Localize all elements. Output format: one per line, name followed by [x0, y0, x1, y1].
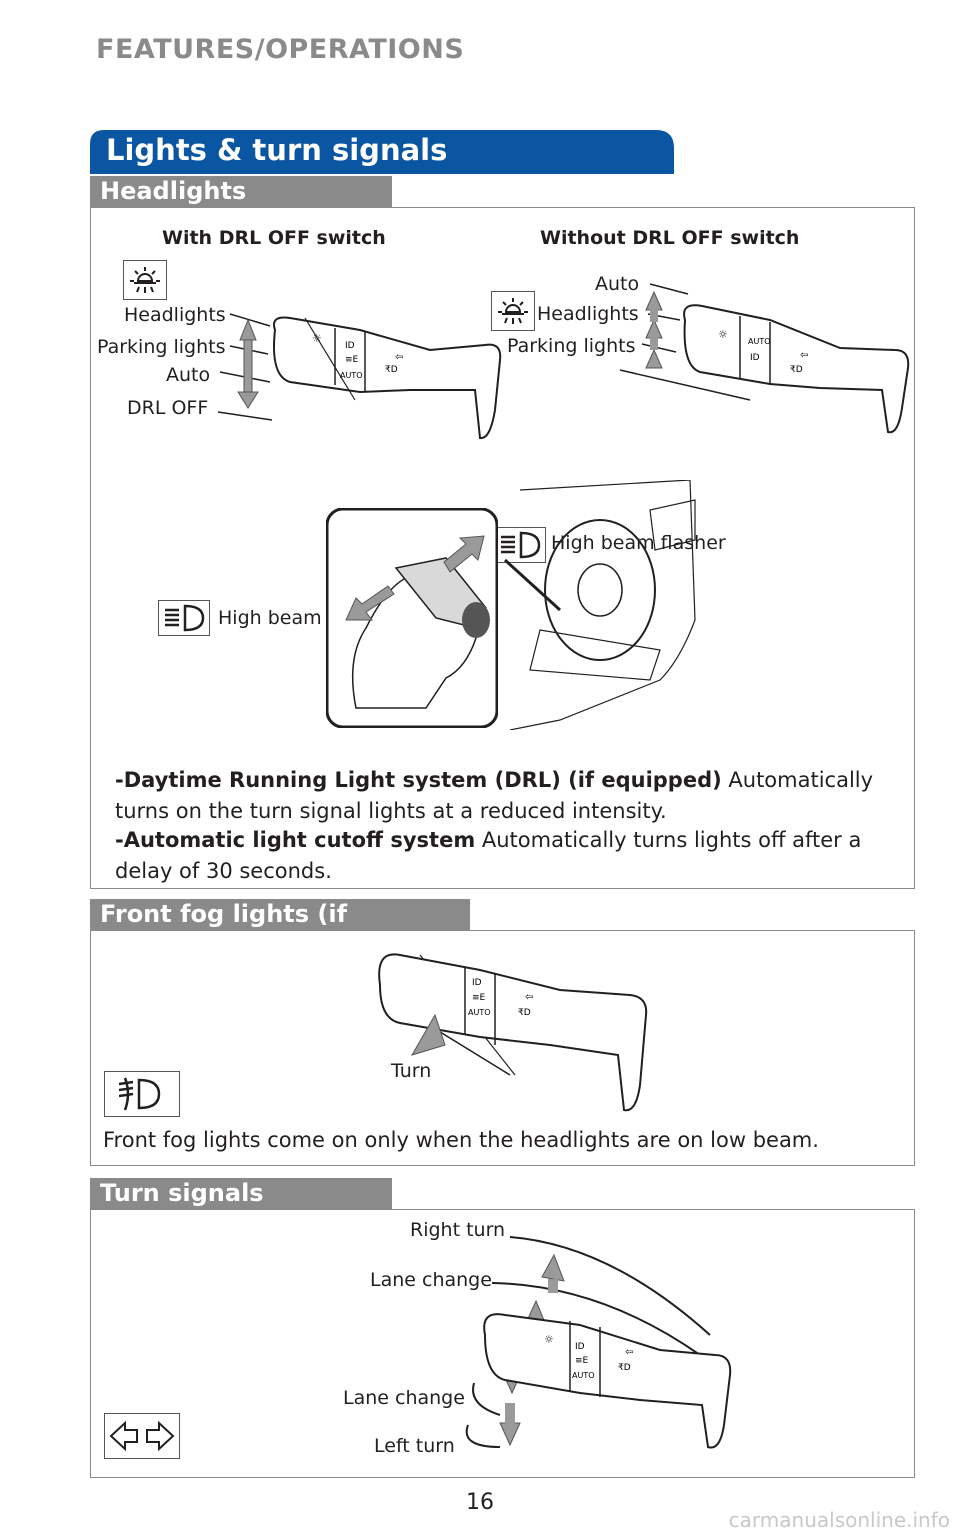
banner-title: Lights & turn signals [106, 133, 448, 167]
svg-text:≡E: ≡E [575, 1356, 589, 1366]
left-turn-label: Left turn [374, 1435, 455, 1457]
svg-text:₹D: ₹D [618, 1363, 631, 1373]
without-sun-icon-box [491, 291, 535, 331]
lane-change-up-label: Lane change [370, 1269, 492, 1291]
svg-text:⇦: ⇦ [395, 352, 404, 363]
note-drl-text: Automatically turns on the turn signal lights at a reduced intensity. [115, 768, 874, 823]
page-header: FEATURES/OPERATIONS [96, 34, 465, 65]
svg-text:⇦: ⇦ [625, 1347, 634, 1358]
fog-icon-box [104, 1071, 180, 1117]
svg-text:ID: ID [345, 341, 355, 351]
svg-text:☼: ☼ [312, 332, 322, 345]
svg-text:⇦: ⇦ [525, 992, 534, 1003]
dashboard-illustration [500, 480, 700, 730]
without-drl-title: Without DRL OFF switch [540, 227, 800, 249]
svg-text:₹D: ₹D [790, 365, 803, 375]
svg-text:ID: ID [472, 978, 482, 988]
fog-lever-illustration [360, 945, 660, 1115]
turn-signal-icon-box [104, 1413, 180, 1459]
headlights-section-title: Headlights [90, 176, 392, 208]
high-beam-flasher-label: High beam flasher [551, 532, 726, 554]
right-turn-label: Right turn [410, 1219, 506, 1241]
note-cutoff-text: Automatically turns lights off after a delay of 30 seconds. [115, 828, 862, 883]
with-drl-title: With DRL OFF switch [162, 227, 386, 249]
with-label-headlights: Headlights [124, 304, 226, 326]
headlight-sun-icon [124, 261, 166, 299]
svg-text:≡E: ≡E [472, 993, 486, 1003]
hand-on-lever-illustration [326, 508, 498, 728]
lane-change-down-label: Lane change [343, 1387, 465, 1409]
svg-text:≡E: ≡E [345, 355, 359, 365]
turn-signal-arrows-icon [105, 1414, 179, 1458]
svg-text:ID: ID [750, 353, 760, 363]
fog-note: Front fog lights come on only when the headlights are on low beam. [103, 1128, 819, 1152]
with-label-auto: Auto [166, 364, 211, 386]
svg-text:₹D: ₹D [385, 365, 398, 375]
without-label-headlights: Headlights [537, 303, 639, 325]
svg-text:☼: ☼ [718, 328, 728, 341]
page-number: 16 [466, 1490, 494, 1515]
without-label-auto: Auto [595, 273, 640, 295]
note-cutoff-bold: -Automatic light cutoff system [115, 828, 476, 852]
turn-lever-illustration [460, 1225, 750, 1455]
fog-section-title: Front fog lights (if equipped) [90, 899, 470, 931]
svg-text:AUTO: AUTO [340, 371, 363, 380]
high-beam-label: High beam [218, 607, 322, 629]
fog-light-icon [105, 1072, 179, 1116]
headlight-sun-icon [492, 292, 534, 330]
watermark: carmanualsonline.info [728, 1508, 950, 1532]
svg-text:☼: ☼ [544, 1333, 554, 1346]
high-beam-icon-box [158, 600, 210, 636]
svg-text:ID: ID [575, 1342, 585, 1352]
svg-text:AUTO: AUTO [572, 1371, 595, 1380]
fog-turn-label: Turn [391, 1060, 432, 1082]
svg-text:AUTO: AUTO [468, 1008, 491, 1017]
high-beam-icon [159, 601, 209, 635]
with-label-parking: Parking lights [97, 336, 226, 358]
without-drl-lever-illustration [610, 280, 910, 440]
headlight-sun-icon-box [123, 260, 167, 300]
without-label-parking: Parking lights [507, 335, 636, 357]
svg-text:⇦: ⇦ [800, 350, 809, 361]
svg-text:₹D: ₹D [518, 1008, 531, 1018]
svg-text:AUTO: AUTO [748, 337, 771, 346]
note-drl-bold: -Daytime Running Light system (DRL) (if equipped) [115, 768, 722, 792]
with-label-drl-off: DRL OFF [127, 397, 209, 419]
turn-section-title: Turn signals [90, 1178, 392, 1210]
with-drl-lever-illustration [210, 300, 510, 450]
headlights-note-drl [115, 765, 910, 827]
headlights-note-cutoff [115, 825, 910, 887]
